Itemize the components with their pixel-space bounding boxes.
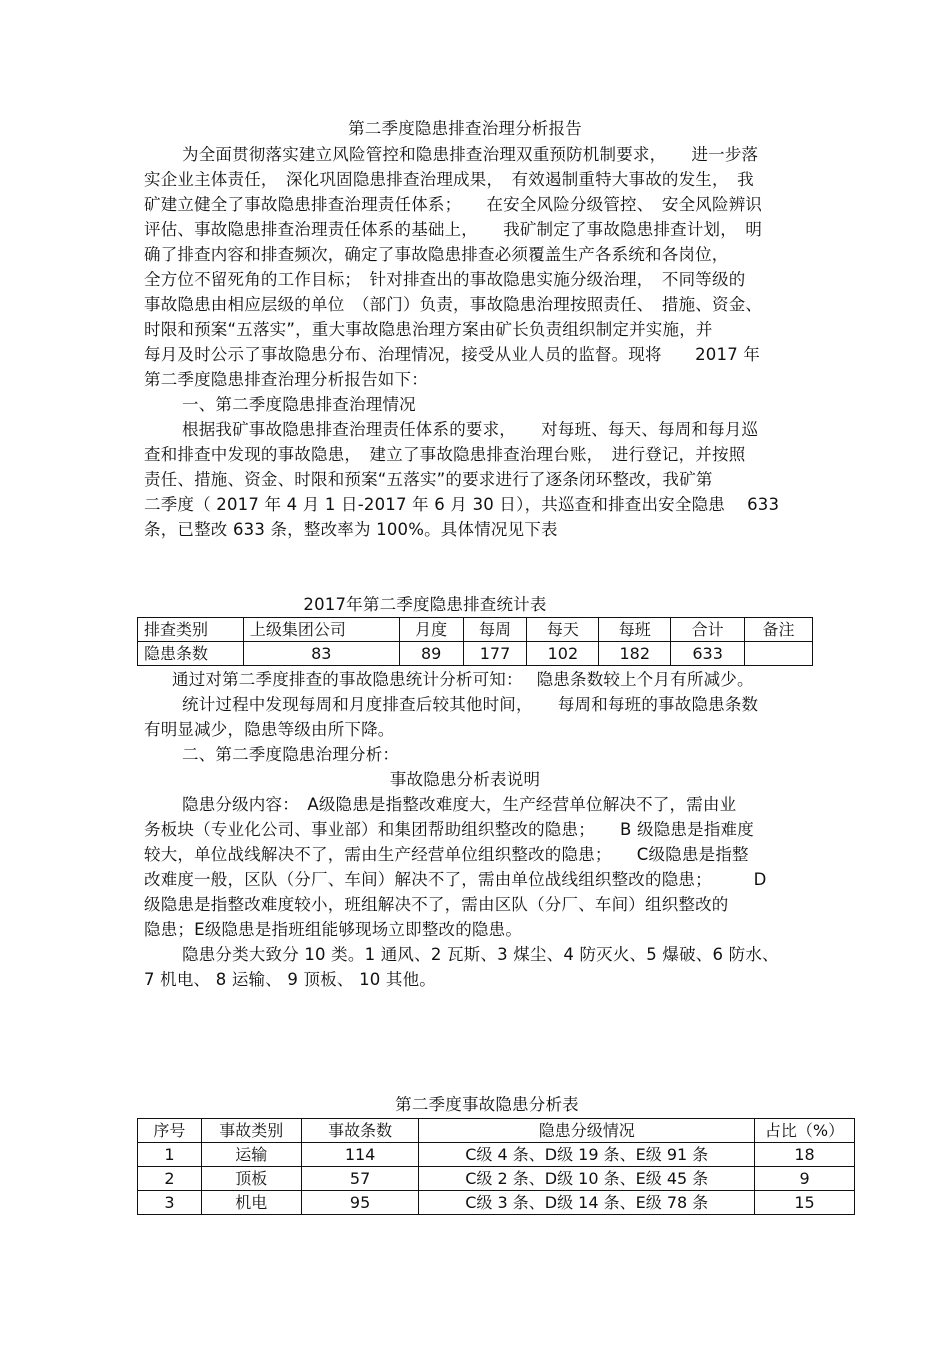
explain-title: 事故隐患分析表说明 bbox=[389, 770, 541, 789]
table-cell: 633 bbox=[671, 642, 745, 666]
grading-line: 较大，单位战线解决不了，需由生产经营单位组织整改的隐患； C级隐患是指整 bbox=[144, 845, 749, 864]
table-cell: 182 bbox=[599, 642, 671, 666]
section1-line: 根据我矿事故隐患排查治理责任体系的要求， 对每班、每天、每周和每月巡 bbox=[182, 420, 759, 439]
intro-line: 全方位不留死角的工作目标； 针对排查出的事故隐患实施分级治理， 不同等级的 bbox=[144, 270, 746, 289]
section1-heading: 一、第二季度隐患排查治理情况 bbox=[182, 395, 416, 414]
table-header-cell: 占比（%） bbox=[755, 1119, 855, 1143]
table-row bbox=[138, 1191, 855, 1215]
table-header-cell: 上级集团公司 bbox=[243, 618, 399, 642]
table-cell: 3 bbox=[138, 1191, 202, 1215]
grading-line: 隐患；E级隐患是指班组能够现场立即整改的隐患。 bbox=[144, 920, 523, 939]
table-cell: C级 2 条、D级 10 条、E级 45 条 bbox=[419, 1167, 755, 1191]
section1-line: 查和排查中发现的事故隐患， 建立了事故隐患排查治理台账， 进行登记，并按照 bbox=[144, 445, 746, 464]
table-header-cell: 月度 bbox=[399, 618, 463, 642]
intro-line: 每月及时公示了事故隐患分布、治理情况，接受从业人员的监督。现将 2017 年 bbox=[144, 345, 761, 364]
table-cell bbox=[745, 642, 813, 666]
intro-line: 确了排查内容和排查频次，确定了事故隐患排查必须覆盖生产各系统和各岗位， bbox=[144, 245, 729, 264]
category-line: 隐患分类大致分 10 类。1 通风、2 瓦斯、3 煤尘、4 防灭火、5 爆破、6 防水、 bbox=[182, 945, 779, 964]
table-header-cell: 序号 bbox=[138, 1119, 202, 1143]
table-cell: 102 bbox=[527, 642, 599, 666]
report-title: 第二季度隐患排查治理分析报告 bbox=[348, 119, 582, 138]
table-header-cell: 事故条数 bbox=[301, 1119, 419, 1143]
table-cell: 18 bbox=[755, 1143, 855, 1167]
section1-line: 条，已整改 633 条，整改率为 100%。具体情况见下表 bbox=[144, 520, 558, 539]
table-cell: 83 bbox=[243, 642, 399, 666]
intro-line: 矿建立健全了事故隐患排查治理责任体系； 在安全风险分级管控、 安全风险辨识 bbox=[144, 195, 763, 214]
grading-line: 级隐患是指整改难度较小，班组解决不了，需由区队（分厂、车间）组织整改的 bbox=[144, 895, 729, 914]
table-cell: 隐患条数 bbox=[138, 642, 244, 666]
stats-table-caption: 2017年第二季度隐患排查统计表 bbox=[303, 595, 547, 614]
table-cell: C级 3 条、D级 14 条、E级 78 条 bbox=[419, 1191, 755, 1215]
table-cell: 运输 bbox=[201, 1143, 301, 1167]
table-header-cell: 事故类别 bbox=[201, 1119, 301, 1143]
grading-line: 隐患分级内容： A级隐患是指整改难度大，生产经营单位解决不了，需由业 bbox=[182, 795, 737, 814]
intro-line: 第二季度隐患排查治理分析报告如下： bbox=[144, 370, 428, 389]
section2-heading: 二、第二季度隐患治理分析： bbox=[182, 745, 400, 764]
grading-line: 务板块（专业化公司、事业部）和集团帮助组织整改的隐患； B 级隐患是指难度 bbox=[144, 820, 754, 839]
table-cell: 2 bbox=[138, 1167, 202, 1191]
category-line: 7 机电、 8 运输、 9 顶板、 10 其他。 bbox=[144, 970, 437, 989]
intro-line: 评估、事故隐患排查治理责任体系的基础上， 我矿制定了事故隐患排查计划， 明 bbox=[144, 220, 763, 239]
analysis-line: 通过对第二季度排查的事故隐患统计分析可知： 隐患条数较上个月有所减少。 bbox=[172, 670, 754, 689]
table-cell: 顶板 bbox=[201, 1167, 301, 1191]
analysis-table bbox=[137, 1118, 855, 1215]
table-row bbox=[138, 642, 813, 666]
table-row bbox=[138, 1167, 855, 1191]
section1-line: 二季度（ 2017 年 4 月 1 日-2017 年 6 月 30 日），共巡查和排查出安全隐患 633 bbox=[144, 495, 780, 514]
analysis-line: 有明显减少，隐患等级由所下降。 bbox=[144, 720, 395, 739]
table-header-cell: 每班 bbox=[599, 618, 671, 642]
table-header-cell: 排查类别 bbox=[138, 618, 244, 642]
grading-line: 改难度一般，区队（分厂、车间）解决不了，需由单位战线组织整改的隐患； D bbox=[144, 870, 767, 889]
section1-line: 责任、措施、资金、时限和预案“五落实”的要求进行了逐条闭环整改，我矿第 bbox=[144, 470, 713, 489]
table-cell: 95 bbox=[301, 1191, 419, 1215]
table-cell: 114 bbox=[301, 1143, 419, 1167]
table-header-cell: 每天 bbox=[527, 618, 599, 642]
table-header-cell: 隐患分级情况 bbox=[419, 1119, 755, 1143]
table-cell: C级 4 条、D级 19 条、E级 91 条 bbox=[419, 1143, 755, 1167]
analysis-table-caption: 第二季度事故隐患分析表 bbox=[395, 1095, 579, 1114]
intro-line: 时限和预案“五落实”，重大事故隐患治理方案由矿长负责组织制定并实施，并 bbox=[144, 320, 713, 339]
table-cell: 9 bbox=[755, 1167, 855, 1191]
stats-table bbox=[137, 617, 813, 666]
table-cell: 89 bbox=[399, 642, 463, 666]
table-header-cell: 合计 bbox=[671, 618, 745, 642]
analysis-line: 统计过程中发现每周和月度排查后较其他时间， 每周和每班的事故隐患条数 bbox=[182, 695, 759, 714]
intro-line: 为全面贯彻落实建立风险管控和隐患排查治理双重预防机制要求， 进一步落 bbox=[182, 145, 759, 164]
table-cell: 1 bbox=[138, 1143, 202, 1167]
table-row bbox=[138, 1143, 855, 1167]
intro-line: 实企业主体责任， 深化巩固隐患排查治理成果， 有效遏制重特大事故的发生， 我 bbox=[144, 170, 754, 189]
table-cell: 机电 bbox=[201, 1191, 301, 1215]
table-header-cell: 备注 bbox=[745, 618, 813, 642]
table-cell: 177 bbox=[463, 642, 527, 666]
table-header-row bbox=[138, 618, 813, 642]
table-header-row bbox=[138, 1119, 855, 1143]
table-cell: 15 bbox=[755, 1191, 855, 1215]
intro-line: 事故隐患由相应层级的单位 （部门）负责，事故隐患治理按照责任、 措施、资金、 bbox=[144, 295, 763, 314]
table-header-cell: 每周 bbox=[463, 618, 527, 642]
table-cell: 57 bbox=[301, 1167, 419, 1191]
